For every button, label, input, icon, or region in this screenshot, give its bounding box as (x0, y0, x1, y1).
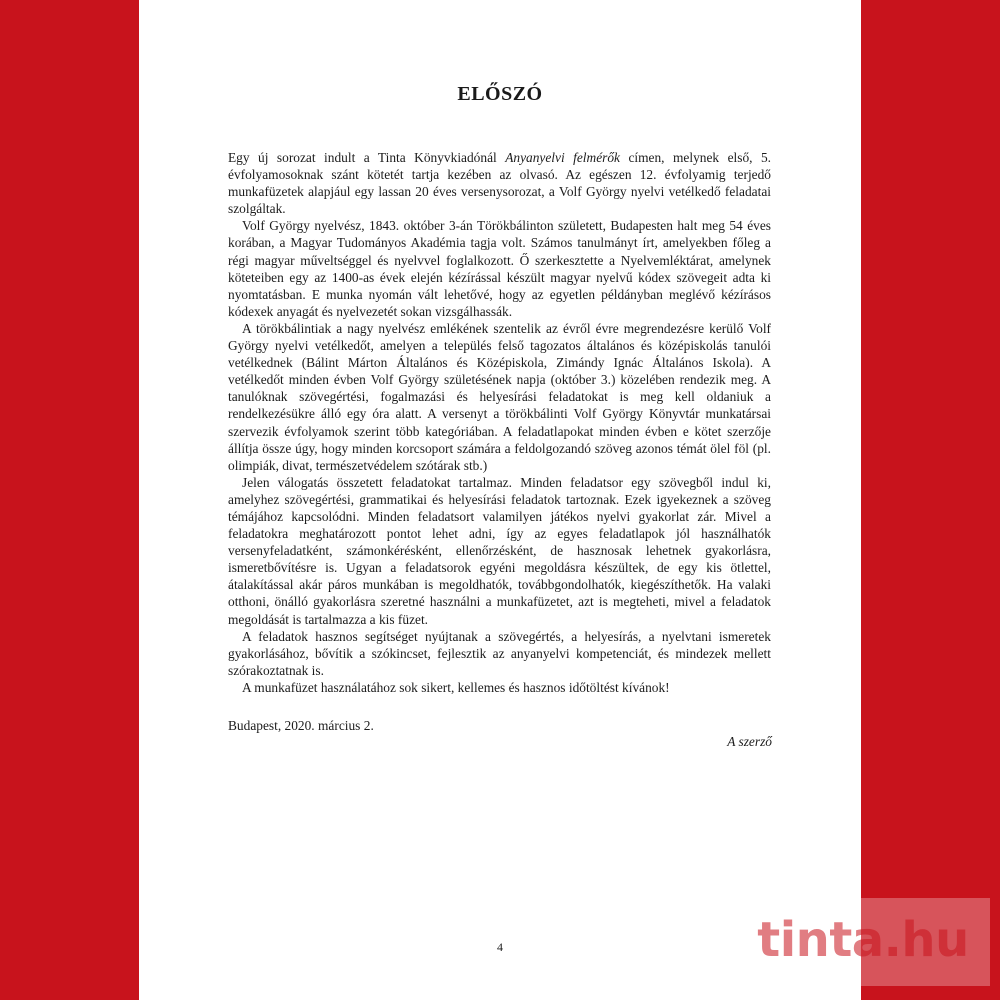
dateline: Budapest, 2020. március 2. (228, 718, 374, 733)
series-title: Anyanyelvi felmérők (505, 150, 620, 165)
paragraph-1-post: címen, melynek első, 5. évfolyamosoknak szánt kötetét tartja kezében az olvasó. Az egészen 12. évfolyamig terjedő munkafüzetek alapjául egy lassan 20 éves versenysorozat, a Volf György nyelvi vetélkedő feladatai szolgáltak. (228, 150, 771, 217)
paragraph-4: Jelen válogatás összetett feladatokat tartalmaz. Minden feladatsor egy szövegből indul ki, amelyhez szövegértési, grammatikai és helyesírási feladatok tartoznak. Ezek igyekeznek a szöveg témájához kapcsolódni. Minden feladatsort valamilyen játékos nyelvi gyakorlat zár. Mivel a feladatokra meghatározott pontot lehet adni, így az egyes feladatlapok jól használhatók versenyfeladatként, számonkérésként, ellenőrzésként, de hasznosak lehetnek gyakorlásra, ismeretbővítésre is. Ugyan a feladatsorok egyéni megoldásra készültek, de egy kis ötlettel, átalakítással akár páros munkában is megoldhatók, továbbgondolhatók, kiegészíthetők. Ha valaki otthoni, önálló gyakorlásra szeretné használni a munkafüzetet, azt is megteheti, mivel a feladatok megoldását is tartalmazza a kis füzet. (228, 474, 771, 627)
preface-body (228, 149, 771, 696)
paragraph-1 (228, 149, 771, 217)
paragraph-3: A törökbálintiak a nagy nyelvész emlékének szentelik az évről évre megrendezésre kerülő Volf György nyelvi vetélkedőt, amelyen a település felső tagozatos általános és középiskolás tanulói vetélkednek (Bálint Márton Általános és Középiskola, Zimándy Ignác Általános Iskola). A vetélkedőt minden évben Volf György születésének napja (október 3.) közelében rendezik meg. A tanulóknak szövegértési, fogalmazási és helyesírási feladatokat is meg kell oldaniuk a rendelkezésükre álló egy óra alatt. A versenyt a törökbálinti Volf György Könyvtár munkatársai szervezik évfolyamok szerint több kategóriában. A feladatlapokat minden évben e kötet szerzője állítja össze úgy, hogy minden korcsoport számára a feldolgozandó szöveg azonos témát ölel föl (pl. olimpiák, divat, természetvédelem szótárak stb.) (228, 320, 771, 473)
paragraph-1-pre: Egy új sorozat indult a Tinta Könyvkiadónál (228, 150, 506, 165)
paragraph-2: Volf György nyelvész, 1843. október 3-án Törökbálinton született, Budapesten halt meg 54 éves korában, a Magyar Tudományos Akadémia tagja volt. Számos tanulmányt írt, amelyekben főleg a régi magyar műveltséggel és nyelvvel foglalkozott. Ő szerkesztette a Nyelvemléktárat, amelynek köteteiben egy az 1400-as évek elején kézírással készült magyar nyelvű kódex szövegeit adta ki nyomtatásban. E munka nyomán vált lehetővé, hogy az egyetlen példányban meglévő kézírásos kódexek anyagát és nyelvezetét sokan vizsgálhassák. (228, 218, 771, 319)
page-title: ELŐSZÓ (457, 83, 543, 105)
author-signature: A szerző (727, 734, 772, 749)
watermark-logo: tinta.hu (757, 912, 969, 968)
paragraph-6: A munkafüzet használatához sok sikert, kellemes és hasznos időtöltést kívánok! (242, 679, 670, 695)
paragraph-5: A feladatok hasznos segítséget nyújtanak a szövegértés, a helyesírás, a nyelvtani ismeretek gyakorlásához, bővítik a szókincset, fejlesztik az anyanyelvi kompetenciát, és mindezek mellett szórakoztatnak is. (228, 628, 771, 678)
page-number: 4 (497, 940, 503, 954)
book-page (139, 0, 861, 1000)
